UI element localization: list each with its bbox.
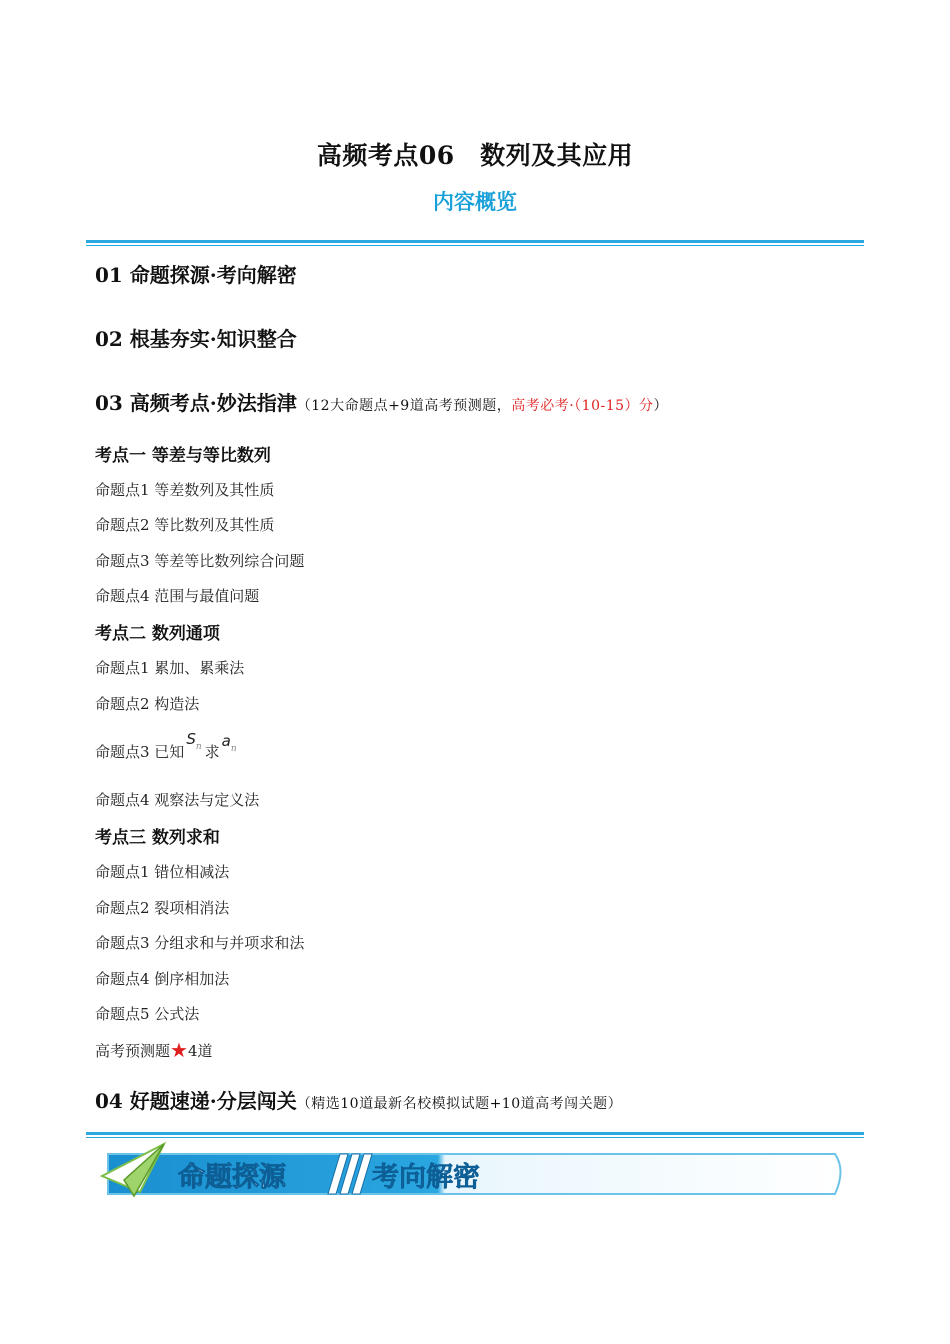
section-01-heading: 01 命题探源·考向解密 (95, 263, 297, 287)
list-item: 命题点1 累加、累乘法 (95, 659, 245, 677)
list-item: 命题点2 等比数列及其性质 (95, 516, 275, 534)
top-divider (86, 240, 864, 249)
kaodian-3-heading: 考点三 数列求和 (95, 828, 220, 848)
bottom-divider (86, 1132, 864, 1141)
math-subscript: n (195, 742, 202, 752)
math-subscript: n (230, 744, 237, 754)
math-symbol-a: a (221, 732, 231, 750)
kaodian-1-heading: 考点一 等差与等比数列 (95, 446, 271, 466)
section-03-note-text: （12大命题点+9道高考预测题， (296, 398, 512, 414)
math-symbol-s: S (186, 730, 196, 748)
list-item: 命题点1 等差数列及其性质 (95, 481, 275, 499)
section-04-note: （精选10道最新名校模拟试题+10道高考闯关题） (296, 1096, 623, 1112)
forecast-label: 高考预测题 (95, 1042, 171, 1060)
list-item: 命题点2 裂项相消法 (95, 899, 230, 917)
list-item-formula (95, 730, 237, 762)
section-02-heading: 02 根基夯实·知识整合 (95, 327, 297, 351)
section-03-note-close: ） (653, 398, 669, 414)
forecast-item (95, 1037, 213, 1061)
section-banner (100, 1142, 850, 1206)
section-04-title: 04 好题速递·分层闯关 (95, 1089, 297, 1113)
forecast-count: 4道 (187, 1042, 213, 1060)
list-item: 命题点3 等差等比数列综合问题 (95, 552, 305, 570)
banner-right-text: 考向解密 (372, 1162, 480, 1193)
formula-prefix: 命题点3 已知 (95, 743, 185, 761)
kaodian-2-heading: 考点二 数列通项 (95, 624, 220, 644)
list-item: 命题点4 观察法与定义法 (95, 791, 260, 809)
section-03-note (297, 398, 668, 414)
list-item: 命题点5 公式法 (95, 1005, 200, 1023)
list-item: 命题点4 范围与最值问题 (95, 587, 260, 605)
list-item: 命题点4 倒序相加法 (95, 970, 230, 988)
list-item: 命题点1 错位相减法 (95, 863, 230, 881)
list-item: 命题点2 构造法 (95, 695, 200, 713)
star-icon: ★ (170, 1038, 188, 1062)
section-03-note-highlight: 高考必考·（10-15）分 (511, 398, 654, 414)
page-title: 高频考点06 数列及其应用 (316, 141, 634, 170)
content-overview-heading: 内容概览 (433, 189, 517, 214)
section-03-heading (95, 387, 668, 416)
section-03-title: 03 高频考点·妙法指津 (95, 391, 297, 415)
banner-left-text: 命题探源 (178, 1162, 286, 1193)
section-04-heading (95, 1085, 622, 1114)
formula-mid: 求 (204, 743, 220, 761)
list-item: 命题点3 分组求和与并项求和法 (95, 934, 305, 952)
